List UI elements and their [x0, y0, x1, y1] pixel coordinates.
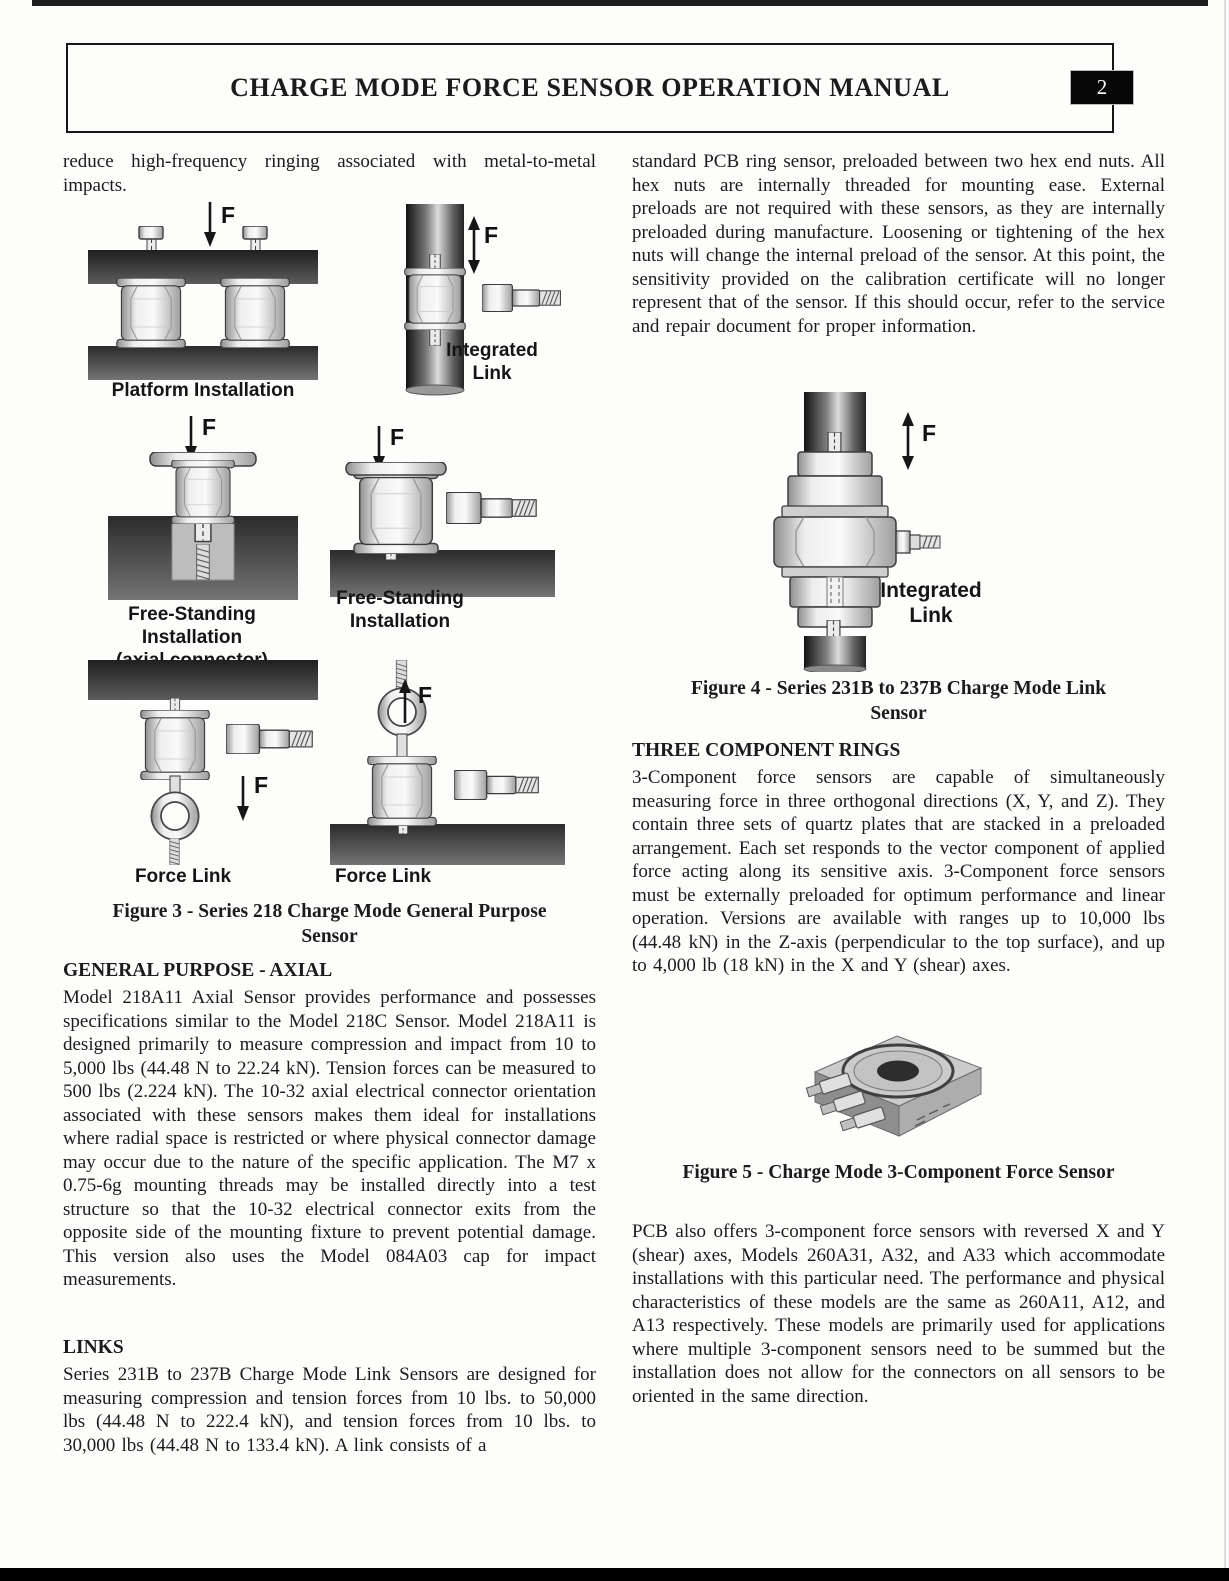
force-link-left-label: Force Link — [134, 866, 232, 887]
figure-3-caption-text: Figure 3 - Series 218 Charge Mode General Purpose Sensor — [112, 901, 547, 947]
heading-links: LINKS — [63, 1337, 124, 1358]
force-link-right-label: Force Link — [334, 866, 432, 887]
integrated-link-label: Integrated Link — [446, 340, 538, 384]
paragraph-general-purpose: Model 218A11 Axial Sensor provides performance and possesses specifications similar to the Model 218C Sensor. Model 218A11 is designed primarily to measure compression and impact from 10 to 5,000 lbs (44.48 N to 22.24 kN). Tension forces can be measured to 500 lbs (2.224 kN). The 10-32 axial electrical connector orientation associated with these sensors makes them ideal for installations where radial space is restricted or where physical connector damage may occur due to the nature of the specific application. The M7 x 0.75-6g mounting threads may be installed directly into a test structure so that the 10-32 electrical connector exits from the opposite side of the mounting fixture to prevent potential damage. This version also uses the Model 084A03 cap for impact measurements. — [63, 987, 596, 1290]
force-label: F — [922, 420, 937, 446]
header-box — [66, 43, 1114, 133]
paragraph-three-component: 3-Component force sensors are capable of simultaneously measuring force in three orthogonal directions (X, Y, and Z). They contain three sets of quartz plates that are stacked in a preloaded arrangement. Each set responds to the vector component of applied force acting along its sensitive axis. 3-Component force sensors must be externally preloaded for optimum performance and linear operation. Versions are available with ranges up to 10,000 lbs (44.48 kN) in the Z-axis (perpendicular to the top surface), and up to 4,000 lb (18 kN) in the X and Y (shear) axes. — [632, 767, 1165, 976]
free-standing-axial-drawing — [108, 452, 298, 600]
figure-5-caption — [632, 1160, 1165, 1185]
figure-4 — [632, 390, 1165, 676]
paragraph-intro: reduce high-frequency ringing associated with metal-to-metal impacts. — [63, 151, 596, 196]
free-standing-axial-label-line1: Free-Standing Installation — [128, 604, 256, 648]
force-arrow-double-icon — [900, 412, 916, 470]
page-number-badge: 2 — [1071, 71, 1133, 104]
force-label: F — [484, 222, 499, 248]
scan-edge-top — [32, 0, 1208, 6]
figure-4-caption-text: Figure 4 - Series 231B to 237B Charge Mode Link Sensor — [690, 678, 1107, 724]
three-component-sensor-photo — [797, 1026, 992, 1148]
force-arrow-double-icon — [466, 216, 482, 274]
force-label: F — [418, 682, 433, 708]
free-standing-label: Free-Standing Installation — [336, 588, 464, 632]
paragraph-ring-sensor: standard PCB ring sensor, preloaded between two hex end nuts. All hex nuts are internally threaded for mounting ease. External preloads are not required with these sensors, as they are internally preloaded during manufacture. Loosening or tightening of the hex nuts will change the internal preload of the sensor. At this point, the sensitivity provided on the calibration certificate will no longer represent that of the sensor. If this should occur, refer to the service and repair document for proper information. — [632, 151, 1165, 337]
paragraph-reversed-axes: PCB also offers 3-component force sensors with reversed X and Y (shear) axes, Models 260A31, A32, and A33 which accommodate installations with this particular need. The performance and physical characteristics of these models are the same as 260A11, A12, and A13 respectively. These models are primarily used for applications where multiple 3-component sensors need to be summed but the installation does not allow for the connectors on all sensors to be oriented in the same direction. — [632, 1221, 1165, 1407]
paragraph-links: Series 231B to 237B Charge Mode Link Sensors are designed for measuring compression and tension forces from 10 lbs. to 50,000 lbs (44.48 N to 222.4 kN), and tension forces from 10 lbs. to 30,000 lbs (44.48 N to 133.4 kN). A link consists of a — [63, 1364, 596, 1456]
force-label: F — [254, 772, 269, 798]
force-link-standing-drawing — [330, 660, 565, 865]
figure-5-caption-text: Figure 5 - Charge Mode 3-Component Force Sensor — [682, 1162, 1115, 1183]
force-link-hanging-drawing — [88, 660, 318, 865]
figure-4-caption — [632, 676, 1165, 726]
figure-3 — [63, 200, 596, 958]
force-label: F — [202, 414, 217, 440]
integrated-link-label: Integrated Link — [880, 579, 982, 628]
scan-edge-bottom — [0, 1568, 1229, 1581]
free-standing-drawing — [330, 462, 555, 597]
platform-installation-label: Platform Installation — [111, 380, 295, 401]
heading-general-purpose-axial: GENERAL PURPOSE - AXIAL — [63, 960, 333, 981]
force-arrow-up-icon — [397, 678, 413, 724]
figure-3-caption — [63, 899, 596, 949]
force-label: F — [390, 424, 405, 450]
page-title: CHARGE MODE FORCE SENSOR OPERATION MANUAL — [230, 73, 950, 102]
scan-edge-right — [1224, 0, 1226, 1581]
force-arrow-down-icon — [235, 776, 251, 822]
force-label: F — [221, 202, 236, 228]
platform-installation-drawing — [88, 226, 318, 380]
heading-three-component-rings: THREE COMPONENT RINGS — [632, 740, 901, 761]
